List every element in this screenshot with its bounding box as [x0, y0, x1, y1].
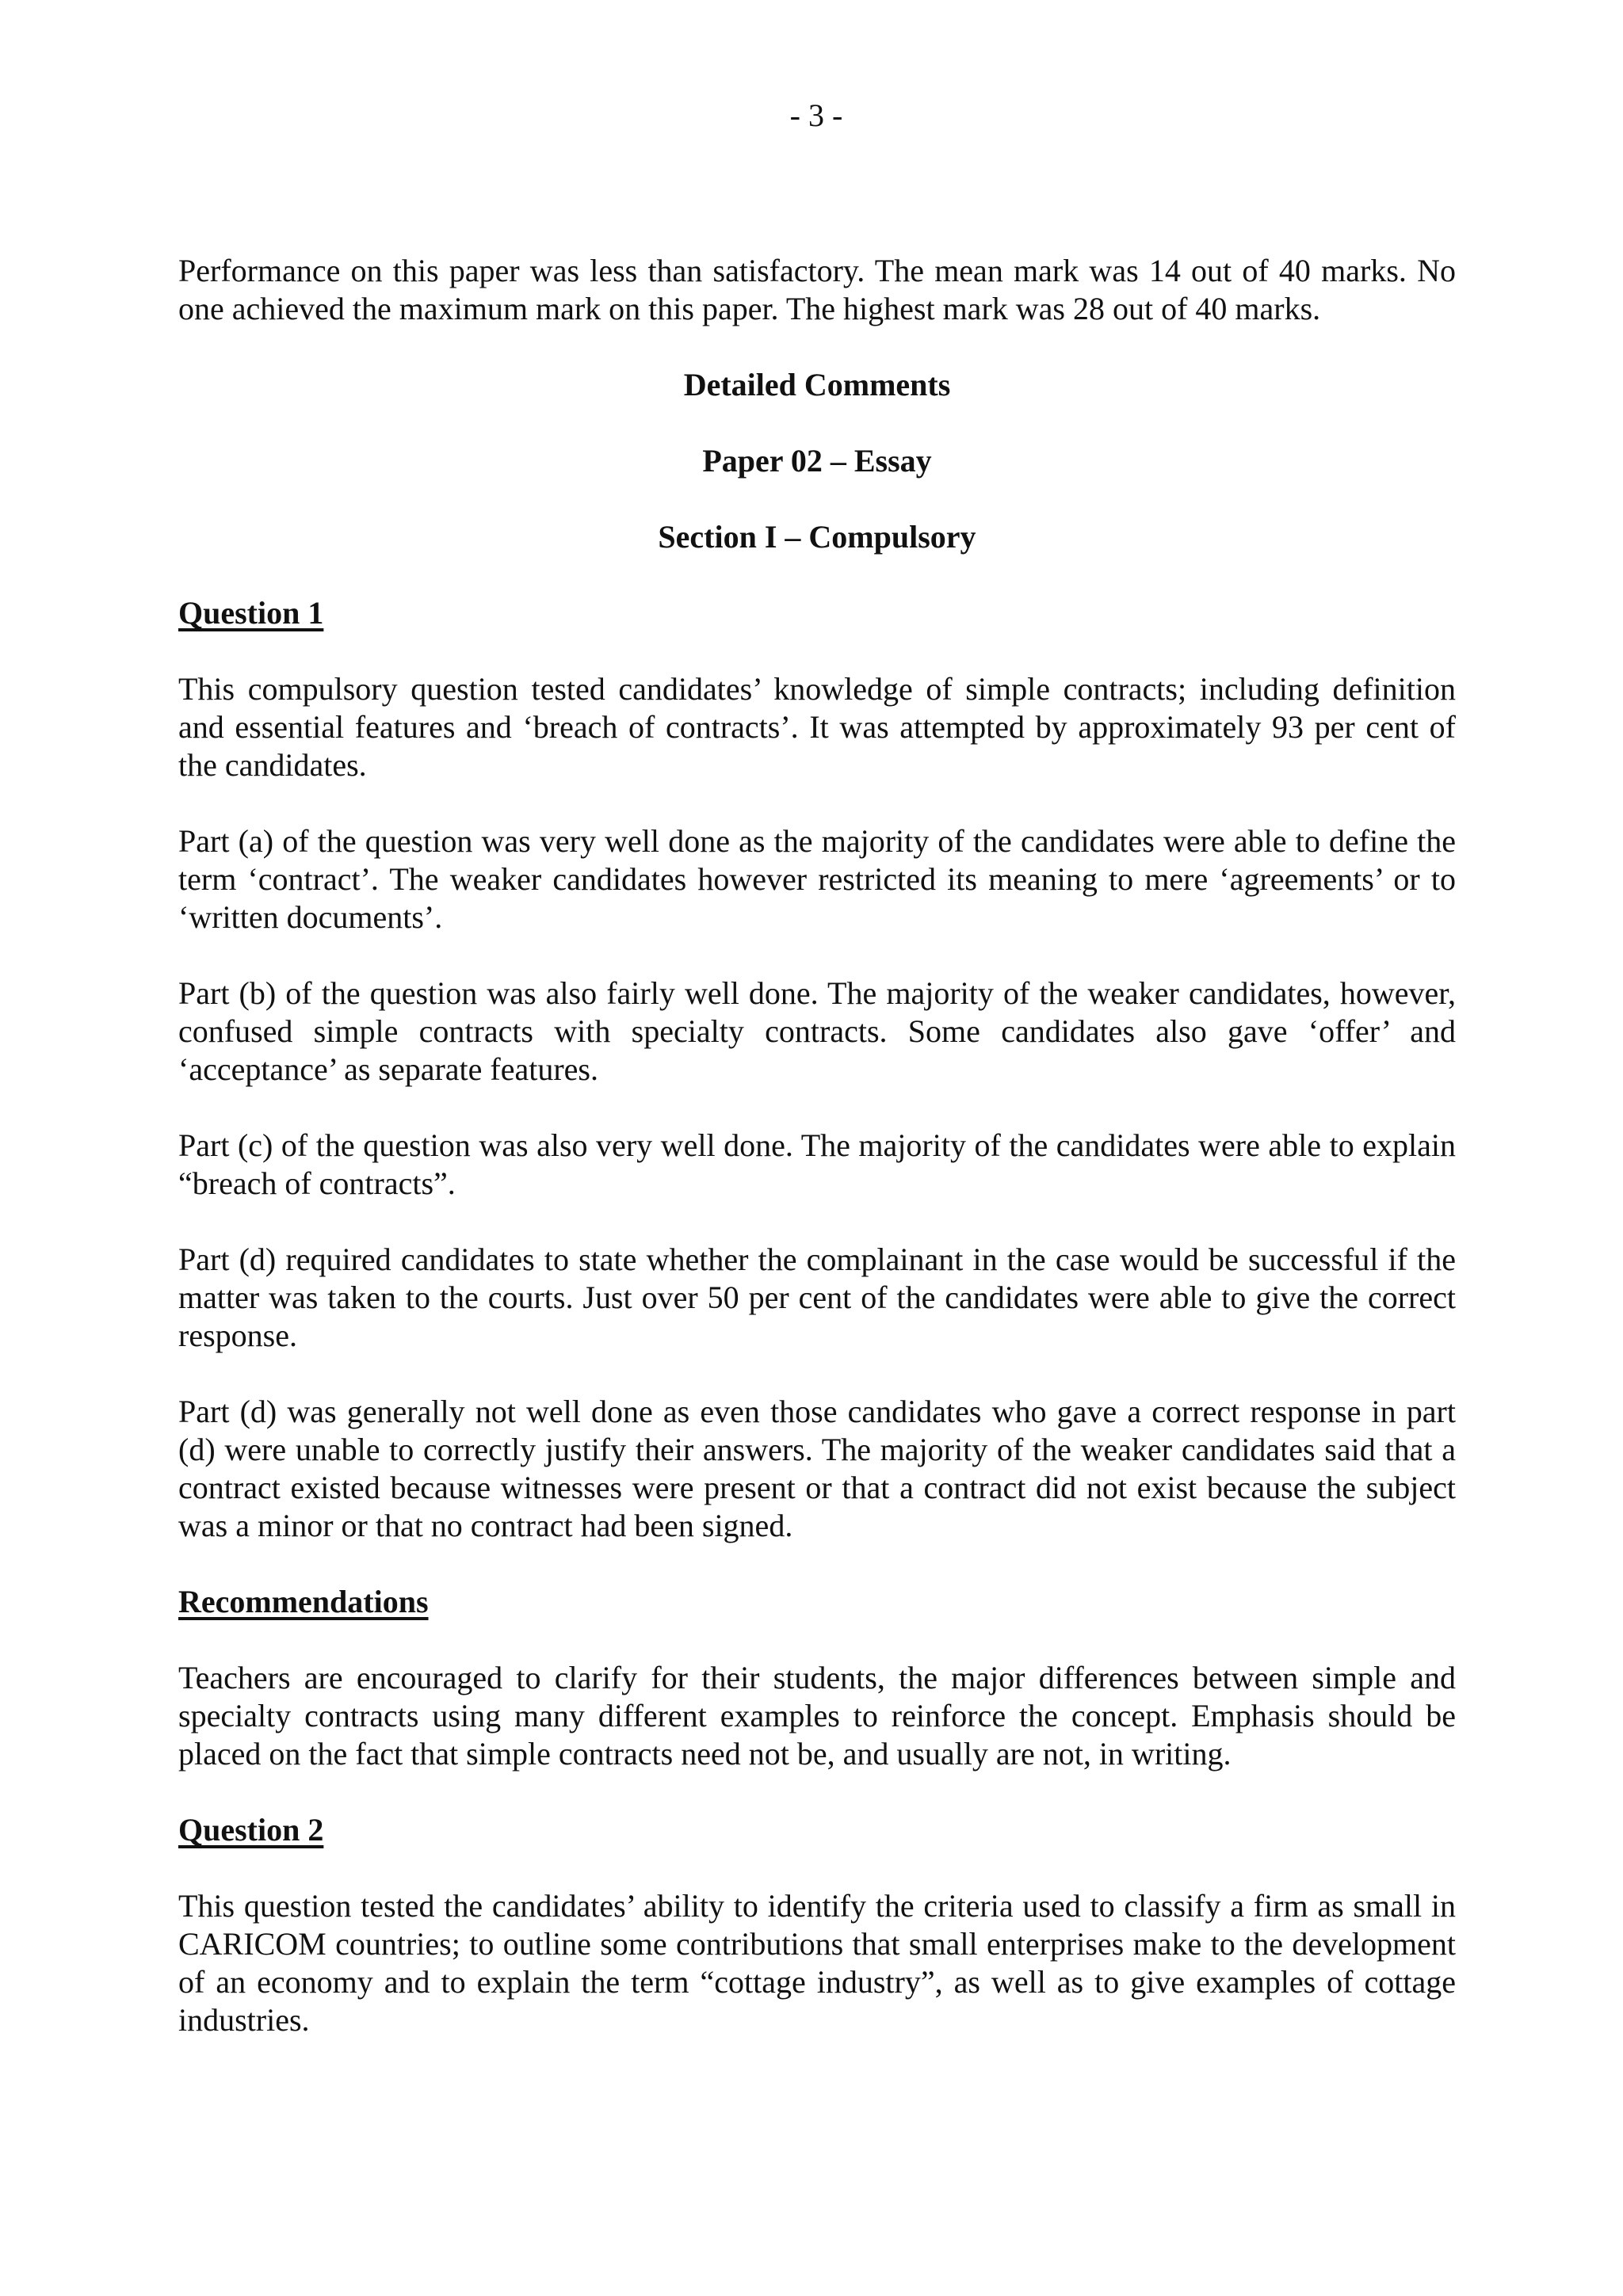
question-1-heading: Question 1 [178, 595, 324, 631]
recommendations-heading: Recommendations [178, 1584, 429, 1619]
intro-paragraph: Performance on this paper was less than satisfactory. The mean mark was 14 out of 40 marks. No one achieved the maximum mark on this paper. The highest mark was 28 out of 40 marks. [178, 253, 1456, 326]
recommendations-paragraph: Teachers are encouraged to clarify for their students, the major differences between simple and specialty contracts using many different examples to reinforce the concept. Emphasis should be placed on the fact that simple contracts need not be, and usually are not, in writing. [178, 1660, 1456, 1772]
q2-paragraph: This question tested the candidates’ ability to identify the criteria used to classify a firm as small in CARICOM countries; to outline some contributions that small enterprises make to the development of an economy and to explain the term “cottage industry”, as well as to give examples of cottage industries. [178, 1888, 1456, 2038]
document-body [178, 252, 1456, 2039]
section-heading: Section I – Compulsory [658, 519, 976, 555]
paper-heading: Paper 02 – Essay [702, 443, 932, 479]
q1-paragraph-part-b: Part (b) of the question was also fairly well done. The majority of the weaker candidates, however, confused simple contracts with specialty contracts. Some candidates also gave ‘offer’ and ‘acceptance’ as separate features. [178, 975, 1456, 1087]
detailed-comments-heading: Detailed Comments [683, 367, 951, 402]
q1-paragraph-part-a: Part (a) of the question was very well done as the majority of the candidates were able to define the term ‘contract’. The weaker candidates however restricted its meaning to mere ‘agreements’ or to ‘written documents’. [178, 823, 1456, 935]
page-number: - 3 - [789, 97, 843, 133]
q1-paragraph-intro: This compulsory question tested candidates’ knowledge of simple contracts; including definition and essential features and ‘breach of contracts’. It was attempted by approximately 93 per cent of the candidates. [178, 671, 1456, 783]
q1-paragraph-part-d-justification: Part (d) was generally not well done as even those candidates who gave a correct response in part (d) were unable to correctly justify their answers. The majority of the weaker candidates said that a contract existed because witnesses were present or that a contract did not exist because the subject was a minor or that no contract had been signed. [178, 1394, 1456, 1543]
question-2-heading: Question 2 [178, 1812, 324, 1848]
q1-paragraph-part-d: Part (d) required candidates to state whether the complainant in the case would be successful if the matter was taken to the courts. Just over 50 per cent of the candidates were able to give the correct response. [178, 1241, 1456, 1353]
q1-paragraph-part-c: Part (c) of the question was also very well done. The majority of the candidates were able to explain “breach of contracts”. [178, 1127, 1456, 1201]
